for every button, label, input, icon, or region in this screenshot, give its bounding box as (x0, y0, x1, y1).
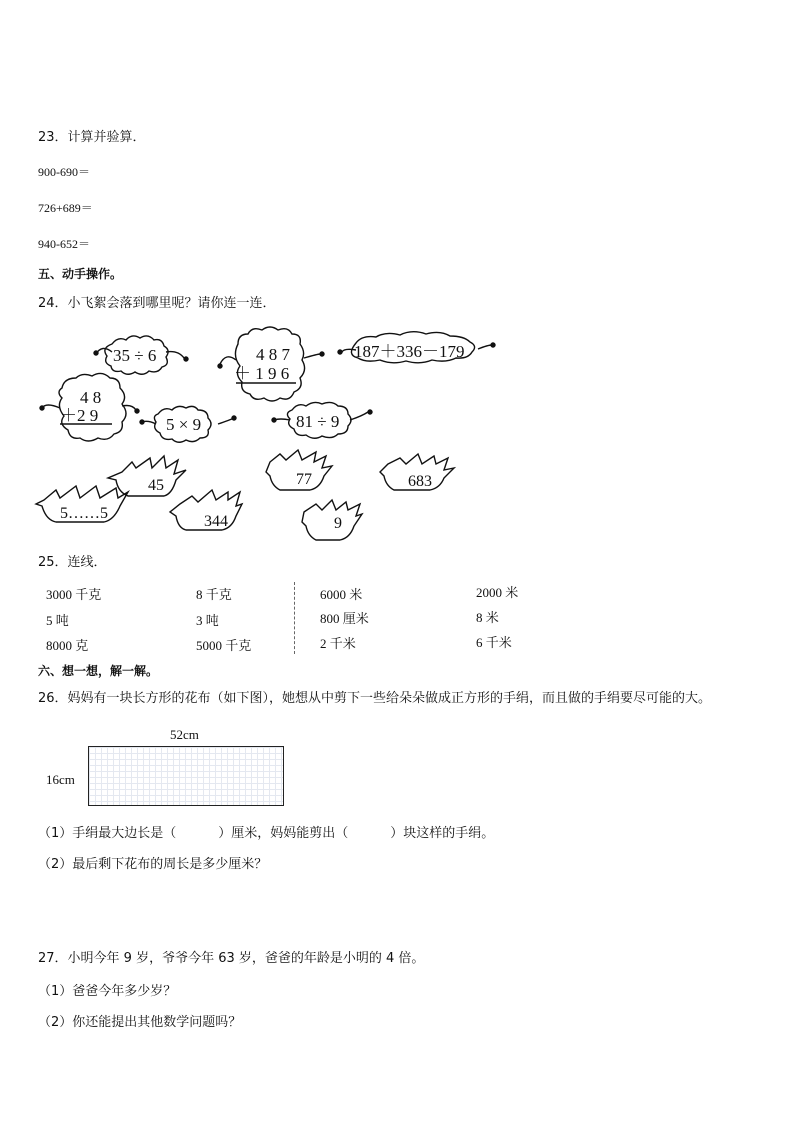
cloud-5-text: 5 × 9 (166, 415, 202, 434)
q25-title: 25．连线． (38, 555, 107, 570)
q27-title: 27．小明今年 9 岁，爷爷今年 63 岁，爸爸的年龄是小明的 4 倍。 (38, 951, 425, 966)
cloud-6-text: 81 ÷ 9 (296, 412, 340, 431)
cloud-1-text: 35 ÷ 6 (113, 346, 157, 365)
q25-col1-item-2: 5 吨 (46, 613, 69, 628)
rectangle-height-label: 16cm (46, 772, 75, 787)
cloud-487-plus-196 (218, 327, 324, 401)
grass-344 (170, 490, 242, 530)
q25-col2-item-2: 3 吨 (196, 613, 219, 628)
cloud-35-div-6 (94, 336, 188, 374)
q26-subquestion-2: （2）最后剩下花布的周长是多少厘米？ (38, 857, 268, 872)
q25-col2-item-3: 5000 千克 (196, 638, 252, 653)
q23-equation-1: 900-690＝ (38, 165, 90, 179)
q27-subquestion-1: （1）爸爸今年多少岁？ (38, 984, 177, 999)
grass-9 (302, 500, 362, 540)
cloud-187-plus-336-minus-179 (338, 332, 495, 363)
grass-1-text: 45 (148, 477, 164, 494)
cloud-81-div-9 (272, 402, 372, 438)
cloud-2-top-text: 4 8 7 (256, 345, 290, 364)
grass-5-text: 9 (334, 515, 342, 532)
cloud-4-bottom-text: ＋2 9 (60, 406, 99, 425)
cloth-rectangle (88, 746, 284, 806)
q25-col3-item-1: 6000 米 (320, 587, 363, 602)
q23-equation-3: 940-652＝ (38, 237, 90, 251)
q23-equation-2: 726+689＝ (38, 201, 93, 215)
q26-sub1-part-b: ）厘米，妈妈能剪出（ (218, 826, 349, 841)
q26-title: 26．妈妈有一块长方形的花布（如下图），她想从中剪下一些给朵朵做成正方形的手绢，而且做的手绢要尽可能的大。 (38, 691, 712, 706)
q27-subquestion-2: （2）你还能提出其他数学问题吗？ (38, 1015, 242, 1030)
cloud-4-top-text: 4 8 (80, 388, 102, 407)
q25-col4-item-1: 2000 米 (476, 585, 519, 600)
grass-5-remainder-5 (36, 486, 128, 522)
q26-sub1-part-c: ）块这样的手绢。 (390, 826, 495, 841)
q25-divider (294, 582, 295, 654)
cloud-48-plus-29 (40, 373, 139, 441)
grass-2-text: 5……5 (60, 505, 108, 522)
section-6-heading: 六、想一想，解一解。 (38, 664, 159, 678)
grass-77 (266, 450, 332, 490)
q25-col3-item-2: 800 厘米 (320, 611, 369, 626)
grass-4-text: 77 (296, 471, 312, 488)
grass-45 (108, 456, 186, 496)
q23-title: 23．计算并验算． (38, 130, 146, 145)
q25-col1-item-3: 8000 克 (46, 638, 89, 653)
dandelion-matching-figure (0, 318, 794, 548)
q25-col4-item-3: 6 千米 (476, 635, 512, 650)
grass-683 (380, 454, 454, 490)
q26-subquestion-1 (38, 822, 494, 841)
q25-col1-item-1: 3000 千克 (46, 587, 102, 602)
q25-col4-item-2: 8 米 (476, 610, 499, 625)
grass-3-text: 344 (204, 513, 228, 530)
q25-col2-item-1: 8 千克 (196, 587, 232, 602)
grass-6-text: 683 (408, 473, 432, 490)
q24-title: 24．小飞絮会落到哪里呢？请你连一连． (38, 296, 276, 311)
q26-sub1-part-a: （1）手绢最大边长是（ (38, 826, 177, 841)
cloud-5-times-9 (140, 406, 236, 442)
cloud-2-bottom-text: ＋ 1 9 6 (234, 364, 290, 383)
cloud-3-text: 187＋336－179 (354, 342, 465, 361)
q25-col3-item-3: 2 千米 (320, 636, 356, 651)
section-5-heading: 五、动手操作。 (38, 267, 123, 281)
rectangle-width-label: 52cm (170, 727, 199, 742)
